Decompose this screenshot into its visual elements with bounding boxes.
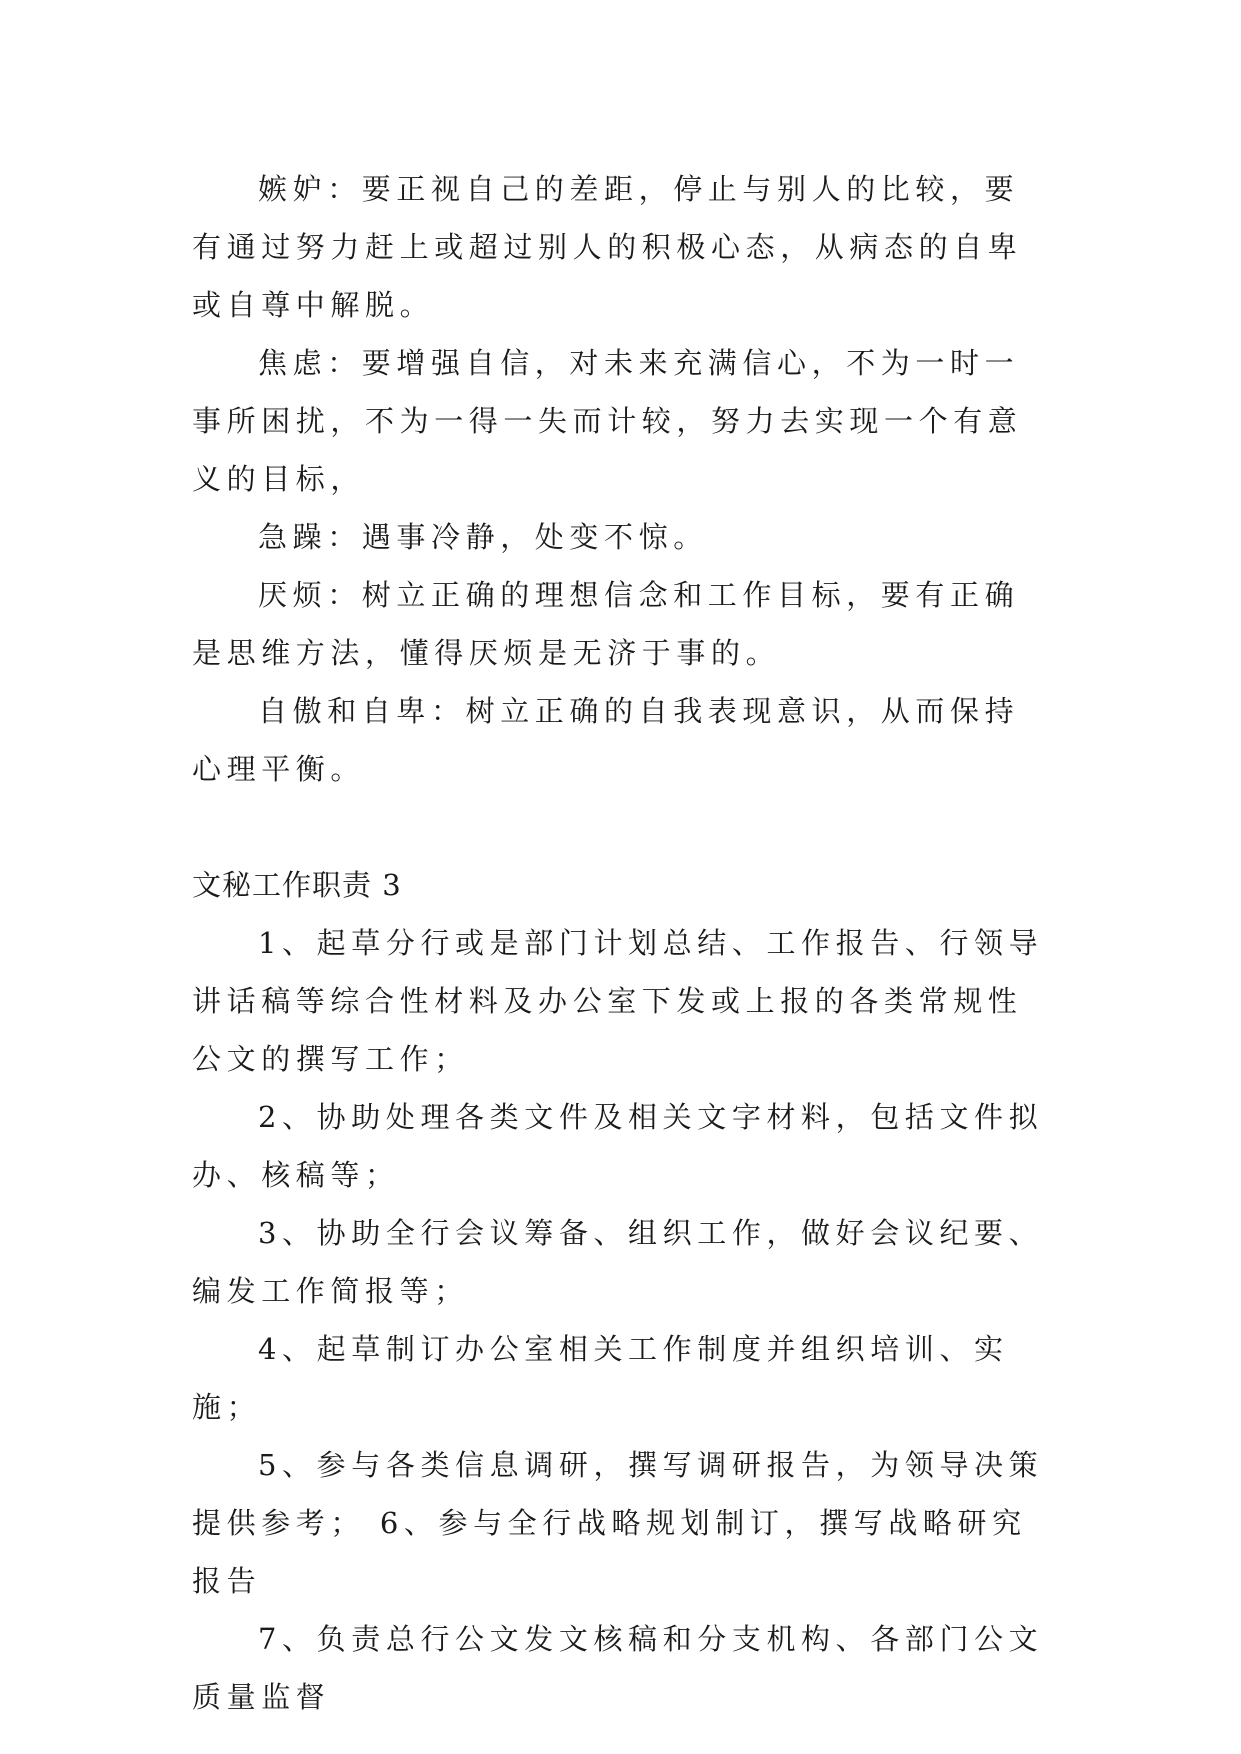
paragraph-boredom: 厌烦：树立正确的理想信念和工作目标，要有正确是思维方法，懂得厌烦是无济于事的。 xyxy=(192,578,1020,670)
duty-item-2: 2、协助处理各类文件及相关文字材料，包括文件拟办、核稿等； xyxy=(192,1100,1044,1192)
duty-item-4: 4、起草制订办公室相关工作制度并组织培训、实施； xyxy=(192,1332,1009,1424)
duty-item-5-6: 5、参与各类信息调研，撰写调研报告，为领导决策提供参考； 6、参与全行战略规划制订，撰写战略研究报告 xyxy=(192,1448,1044,1598)
duty-item-1: 1、起草分行或是部门计划总结、工作报告、行领导讲话稿等综合性材料及办公室下发或上报的各类常规性公文的撰写工作； xyxy=(192,926,1044,1076)
paragraph-impatience: 急躁：遇事冷静，处变不惊。 xyxy=(258,520,708,554)
paragraph-anxiety: 焦虑：要增强自信，对未来充满信心，不为一时一事所困扰，不为一得一失而计较，努力去实现一个有意义的目标， xyxy=(192,346,1023,496)
section-heading: 文秘工作职责 3 xyxy=(192,868,402,902)
document-body xyxy=(192,160,1052,1726)
section-gap xyxy=(192,798,1052,856)
duty-item-3: 3、协助全行会议筹备、组织工作，做好会议纪要、编发工作简报等； xyxy=(192,1216,1044,1308)
duty-item-7: 7、负责总行公文发文核稿和分支机构、各部门公文质量监督 xyxy=(192,1622,1044,1714)
paragraph-jealousy: 嫉妒：要正视自己的差距，停止与别人的比较，要有通过努力赶上或超过别人的积极心态，从病态的自卑或自尊中解脱。 xyxy=(192,172,1023,322)
paragraph-pride-inferiority: 自傲和自卑：树立正确的自我表现意识，从而保持心理平衡。 xyxy=(192,694,1020,786)
